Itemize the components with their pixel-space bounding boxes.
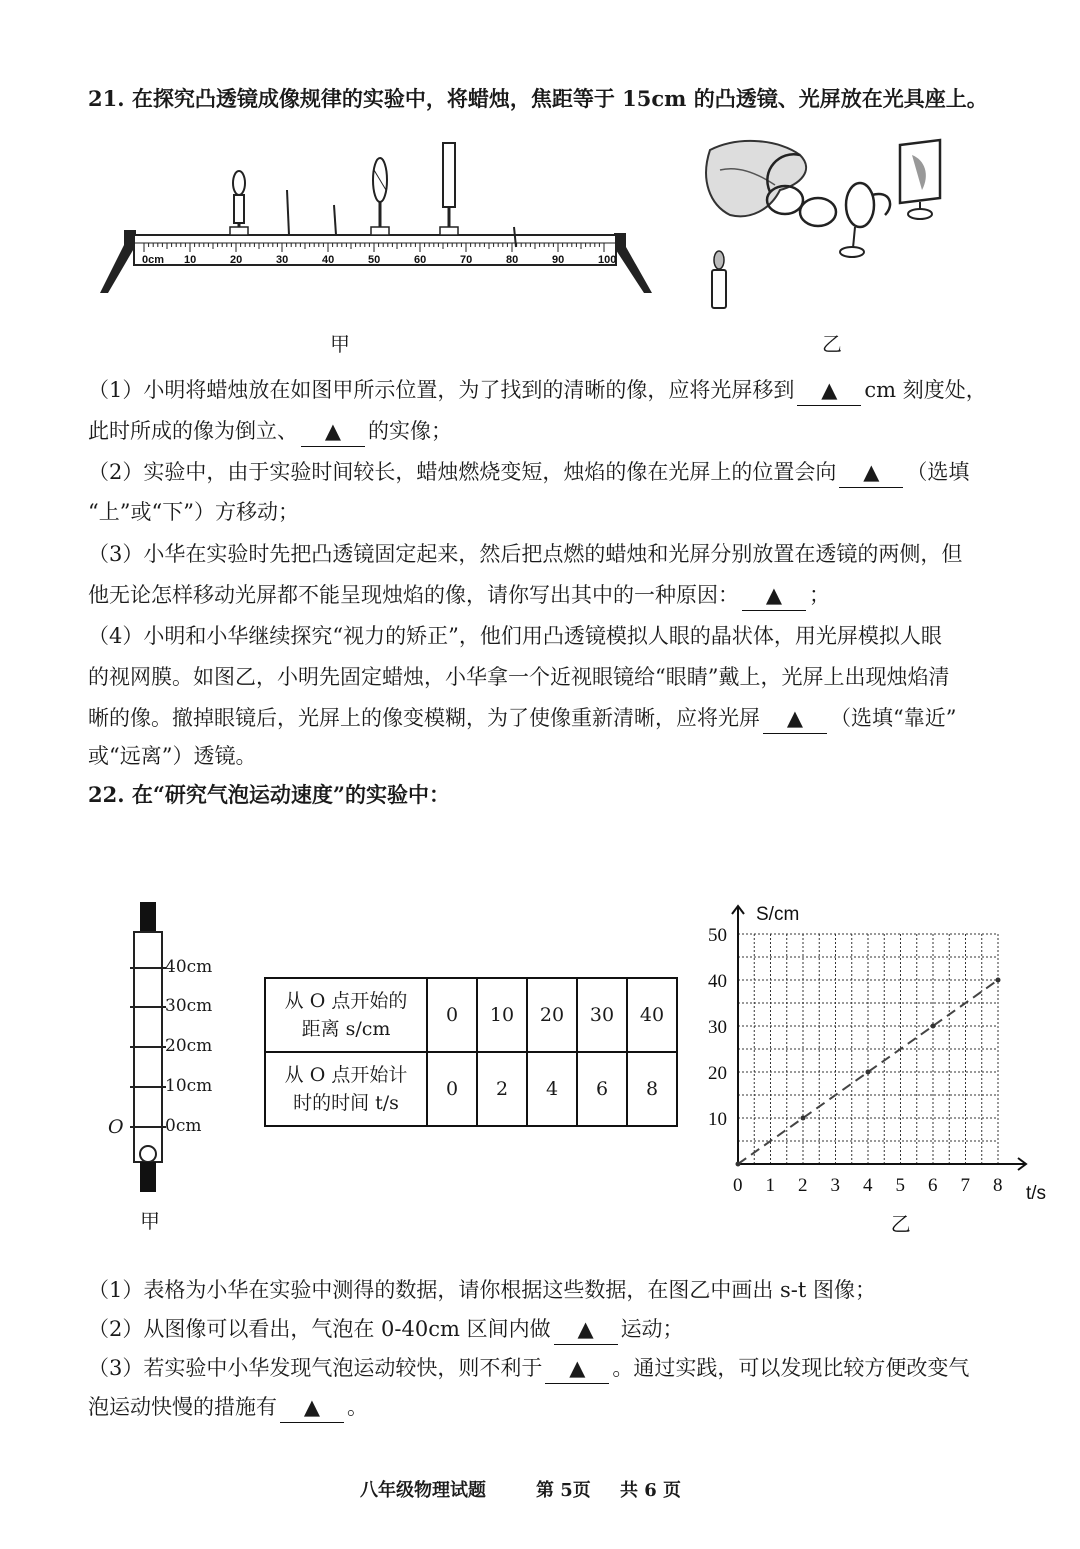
data-point — [801, 1116, 806, 1121]
q21-p3-text: ； — [809, 583, 830, 607]
eye-lens — [846, 183, 874, 227]
q22-p2-text: 运动； — [620, 1317, 684, 1341]
data-point — [931, 1024, 936, 1029]
chart-grid — [738, 934, 998, 1164]
table-cell: 30 — [577, 978, 627, 1052]
q21-p1-text: 的实像； — [368, 419, 452, 443]
table-header-time: 从 O 点开始计 时的时间 t/s — [265, 1052, 427, 1126]
ruler-label: 30 — [276, 254, 289, 266]
bench-right-stand — [614, 233, 652, 293]
table-cell: 4 — [527, 1052, 577, 1126]
st-chart — [700, 900, 1060, 1240]
q22-p2-text: （2）从图像可以看出，气泡在 0-40cm 区间内做 — [88, 1317, 551, 1341]
q21-p1-text: 此时所成的像为倒立、 — [88, 419, 298, 443]
q21-p2-text: （选填 — [906, 460, 970, 484]
q22-p1: （1）表格为小华在实验中测得的数据，请你根据这些数据，在图乙中画出 s-t 图像； — [88, 1278, 877, 1302]
answer-blank[interactable]: ▲ — [839, 457, 903, 488]
answer-blank[interactable]: ▲ — [797, 375, 861, 406]
air-bubble — [140, 1146, 156, 1162]
q22-p2 — [88, 1314, 1020, 1345]
table-cell: 2 — [477, 1052, 527, 1126]
q21-p2-text: （2）实验中，由于实验时间较长，蜡烛燃烧变短，烛焰的像在光屏上的位置会向 — [88, 460, 837, 484]
q21-p1-line2 — [88, 416, 1020, 447]
q21-p4-line2: 的视网膜。如图乙，小明先固定蜡烛，小华拿一个近视眼镜给“眼睛”戴上，光屏上出现烛焰清 — [88, 665, 950, 689]
hand-illustration — [706, 141, 806, 216]
fig-jia-caption: 甲 — [330, 332, 350, 356]
x-tick-label: 4 — [863, 1175, 873, 1196]
data-point — [996, 978, 1001, 983]
footer-subject: 八年级物理试题 — [360, 1480, 486, 1501]
y-axis-label: S/cm — [756, 904, 800, 925]
tube-label-0: 0cm — [165, 1116, 202, 1136]
x-tick-label: 3 — [830, 1175, 840, 1196]
bench-left-stand — [100, 230, 136, 293]
pointer-mark — [334, 205, 336, 235]
answer-blank[interactable]: ▲ — [554, 1314, 618, 1345]
optical-bench-figure — [96, 135, 656, 300]
pointer-mark — [287, 190, 289, 235]
q21-p4-line4: 或“远离”）透镜。 — [88, 744, 257, 768]
ruler-label: 10 — [184, 254, 197, 266]
q21-p1-text: （1）小明将蜡烛放在如图甲所示位置，为了找到的清晰的像，应将光屏移到 — [88, 378, 795, 402]
ruler-label: 20 — [230, 254, 243, 266]
ruler-label: 100 — [598, 254, 617, 266]
table-cell: 0 — [427, 978, 477, 1052]
x-tick-label: 8 — [993, 1175, 1003, 1196]
y-tick-label: 50 — [708, 925, 727, 946]
ruler-label: 40 — [322, 254, 335, 266]
data-table — [264, 977, 678, 1127]
q22-p3-text: （3）若实验中小华发现气泡运动较快，则不利于 — [88, 1356, 543, 1380]
answer-blank[interactable]: ▲ — [280, 1392, 344, 1423]
q21-p4-text: （选填“靠近” — [830, 706, 957, 730]
x-tick-label: 7 — [960, 1175, 970, 1196]
x-axis-label: t/s — [1026, 1183, 1047, 1204]
origin-label: O — [108, 1116, 124, 1138]
tube-label-40: 40cm — [165, 957, 213, 977]
candle-on-bench — [230, 171, 248, 235]
ruler-label: 0cm — [142, 254, 165, 266]
y-tick-label: 30 — [708, 1017, 727, 1038]
q22-p3-text: 。 — [347, 1395, 368, 1419]
light-screen — [440, 143, 458, 235]
answer-blank[interactable]: ▲ — [742, 580, 806, 611]
q21-p4-line1: （4）小明和小华继续探究“视力的矫正”，他们用凸透镜模拟人眼的晶状体，用光屏模拟人眼 — [88, 624, 942, 648]
table-row — [265, 1052, 677, 1126]
convex-lens — [371, 158, 389, 235]
x-tick-label: 5 — [895, 1175, 905, 1196]
q21-p1-text: cm 刻度处， — [864, 378, 987, 402]
q21-p3-line2 — [88, 580, 1020, 611]
y-tick-label: 20 — [708, 1063, 727, 1084]
table-cell: 20 — [527, 978, 577, 1052]
q21-p2-line1 — [88, 457, 1020, 488]
x-tick-label: 6 — [928, 1175, 938, 1196]
q22-stem: 22. 在“研究气泡运动速度”的实验中： — [88, 782, 451, 807]
q21-p1-line1 — [88, 375, 1020, 406]
q21-p3-text: 他无论怎样移动光屏都不能呈现烛焰的像，请你写出其中的一种原因： — [88, 583, 739, 607]
q22-p3-text: 泡运动快慢的措施有 — [88, 1395, 277, 1419]
x-tick-label: 1 — [765, 1175, 775, 1196]
q22-p3-text: 。通过实践，可以发现比较方便改变气 — [612, 1356, 970, 1380]
y-tick-label: 10 — [708, 1109, 727, 1130]
answer-blank[interactable]: ▲ — [301, 416, 365, 447]
q21-p4-text: 晰的像。撤掉眼镜后，光屏上的像变模糊，为了使像重新清晰，应将光屏 — [88, 706, 760, 730]
tube-label-10: 10cm — [165, 1076, 213, 1096]
y-tick-label: 40 — [708, 971, 727, 992]
data-point — [866, 1070, 871, 1075]
q21-p3-line1: （3）小华在实验时先把凸透镜固定起来，然后把点燃的蜡烛和光屏分别放置在透镜的两侧，但 — [88, 542, 963, 566]
q21-p4-line3 — [88, 703, 1020, 734]
answer-blank[interactable]: ▲ — [545, 1353, 609, 1384]
ruler-label: 80 — [506, 254, 519, 266]
chart-caption: 乙 — [890, 1212, 911, 1236]
table-cell: 10 — [477, 978, 527, 1052]
ruler-label: 70 — [460, 254, 473, 266]
ruler-label: 60 — [414, 254, 427, 266]
ruler-label: 50 — [368, 254, 381, 266]
tube-label-20: 20cm — [165, 1036, 213, 1056]
table-header-distance: 从 O 点开始的 距离 s/cm — [265, 978, 427, 1052]
q21-p2-line2: “上”或“下”）方移动； — [88, 500, 299, 524]
x-tick-label: 0 — [733, 1175, 743, 1196]
table-row — [265, 978, 677, 1052]
footer-page: 第 5页 — [536, 1480, 591, 1501]
q22-p3-line2 — [88, 1392, 1020, 1423]
glasses-right-lens — [800, 198, 836, 226]
chart-ticks — [708, 904, 1046, 1236]
tube-label-30: 30cm — [165, 996, 213, 1016]
table-cell: 40 — [627, 978, 677, 1052]
tube-caption: 甲 — [140, 1209, 160, 1233]
fig-yi-caption: 乙 — [822, 332, 842, 356]
candle — [712, 270, 726, 308]
q21-stem: 21. 在探究凸透镜成像规律的实验中，将蜡烛，焦距等于 15cm 的凸透镜、光屏放在光具座上。 — [88, 86, 988, 111]
ruler-label: 90 — [552, 254, 565, 266]
q22-p3-line1 — [88, 1353, 1020, 1384]
data-point — [736, 1162, 741, 1167]
vision-correction-figure — [690, 130, 990, 320]
table-cell: 6 — [577, 1052, 627, 1126]
candle-flame — [714, 251, 724, 269]
footer-total: 共 6 页 — [620, 1480, 682, 1501]
x-tick-label: 2 — [798, 1175, 808, 1196]
answer-blank[interactable]: ▲ — [763, 703, 827, 734]
table-cell: 8 — [627, 1052, 677, 1126]
table-cell: 0 — [427, 1052, 477, 1126]
